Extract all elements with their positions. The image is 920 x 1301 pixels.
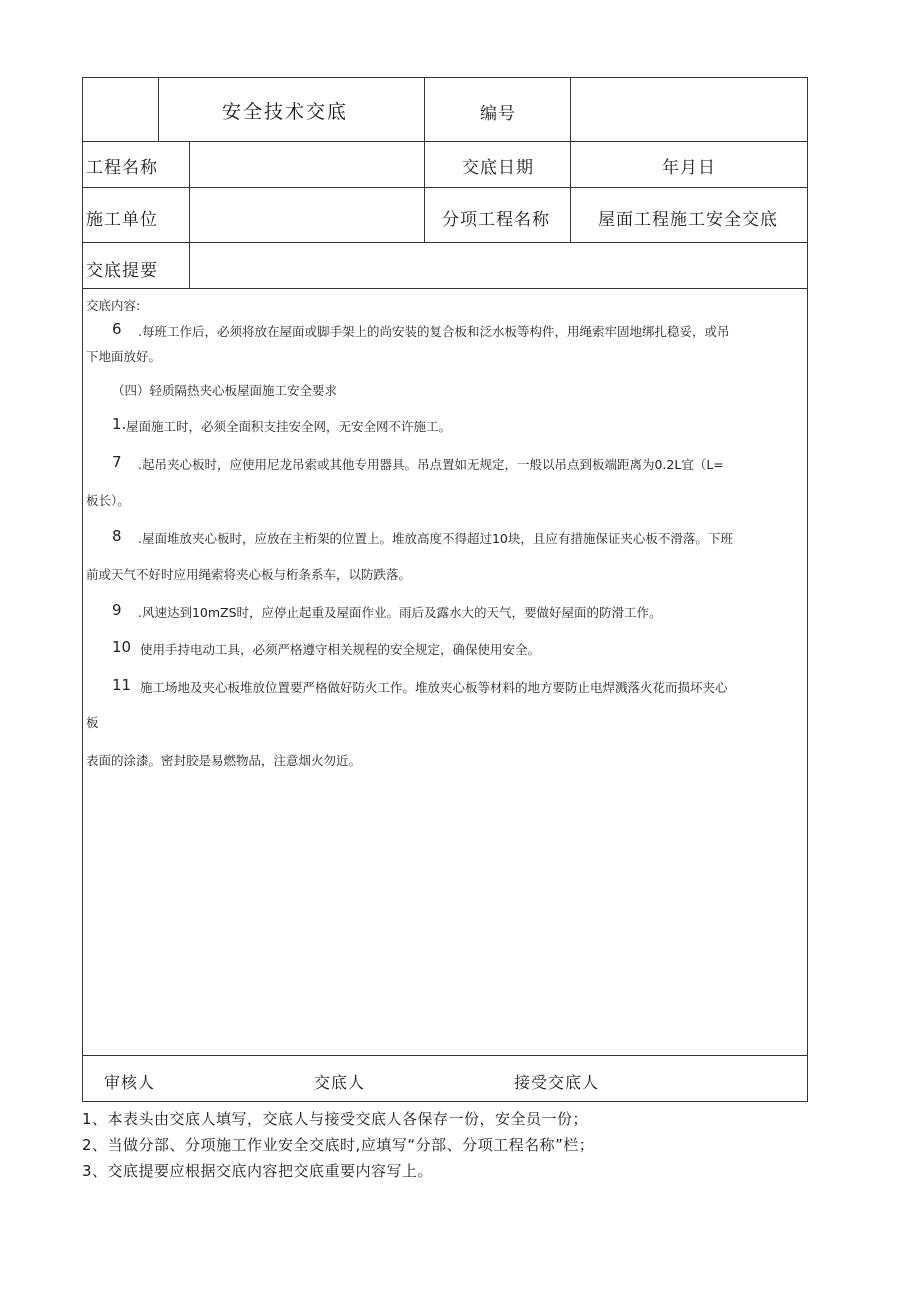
subproject-label: 分项工程名称 [442, 210, 550, 230]
table-line [82, 1055, 808, 1056]
project-name-value[interactable] [200, 153, 410, 177]
project-name-label: 工程名称 [86, 158, 158, 178]
section-heading: （四）轻质隔热夹心板屋面施工安全要求 [112, 383, 338, 398]
table-line [82, 141, 808, 142]
item-number: 10 [112, 638, 132, 656]
content-label: 交底内容: [86, 298, 141, 313]
date-value[interactable]: 年月日 [662, 158, 716, 178]
content-line: 板 [86, 715, 99, 730]
item-number: 11 [112, 676, 132, 694]
reviewer-label: 审核人 [104, 1073, 156, 1092]
table-line [82, 77, 83, 1102]
content-line: .风速达到10mZS时，应停止起重及屋面作业。雨后及露水大的天气，要做好屋面的防滑工作。 [138, 605, 662, 620]
content-line: 前或天气不好时应用绳索将夹心板与桁条系车，以防跌落。 [86, 567, 412, 582]
summary-label: 交底提要 [86, 261, 158, 281]
content-line: .起吊夹心板时，应使用尼龙吊索或其他专用器具。吊点置如无规定，一般以吊点到板端距离为0.2L宜（L= [138, 457, 724, 472]
content-line: 下地面放好。 [86, 349, 162, 364]
content-line: .每班工作后，必须将放在屋面或脚手架上的尚安装的复合板和泛水板等构件，用绳索牢固地绑扎稳妥，或吊 [138, 324, 730, 339]
content-line: 表面的涂漆。密封胶是易燃物品，注意烟火勿近。 [86, 753, 362, 768]
content-line: 使用手持电动工具，必须严格遵守相关规程的安全规定，确保使用安全。 [140, 642, 541, 657]
table-line [189, 141, 190, 288]
item-number: 8 [112, 527, 122, 545]
unit-label: 施工单位 [86, 210, 158, 230]
content-line: 板长）。 [86, 493, 130, 508]
summary-value[interactable] [200, 256, 790, 280]
content-line: 施工场地及夹心板堆放位置要严格做好防火工作。堆放夹心板等材料的地方要防止电焊溅落火花而损坏夹心 [140, 680, 728, 695]
table-line [570, 77, 571, 242]
table-line [82, 288, 808, 289]
footnote: 1、本表头由交底人填写，交底人与接受交底人各保存一份，安全员一份； [82, 1110, 589, 1128]
date-label: 交底日期 [462, 158, 534, 178]
number-label: 编号 [480, 104, 516, 124]
subproject-value[interactable]: 屋面工程施工安全交底 [598, 210, 778, 230]
content-line: .屋面堆放夹心板时，应放在主桁架的位置上。堆放高度不得超过10块，且应有措施保证夹心板不滑落。下班 [138, 531, 733, 546]
item-number: 9 [112, 601, 122, 619]
footnote: 3、交底提要应根据交底内容把交底重要内容写上。 [82, 1162, 434, 1180]
number-value[interactable] [590, 99, 790, 123]
table-line [82, 242, 808, 243]
item-number: 1. [112, 415, 127, 433]
discloser-label: 交底人 [314, 1073, 366, 1092]
receiver-label: 接受交底人 [514, 1073, 600, 1092]
item-number: 6 [112, 320, 122, 338]
content-line: 屋面施工时，必须全面积支挂安全网，无安全网不许施工。 [126, 419, 452, 434]
table-line [82, 187, 808, 188]
form-title: 安全技术交底 [222, 101, 349, 123]
table-line [424, 77, 425, 242]
table-line [82, 77, 808, 78]
footnote: 2、当做分部、分项施工作业安全交底时,应填写“分部、分项工程名称”栏； [82, 1136, 595, 1154]
table-line [82, 1101, 808, 1102]
unit-value[interactable] [200, 205, 410, 229]
table-line [807, 77, 808, 1102]
item-number: 7 [112, 453, 122, 471]
table-line [158, 77, 159, 141]
